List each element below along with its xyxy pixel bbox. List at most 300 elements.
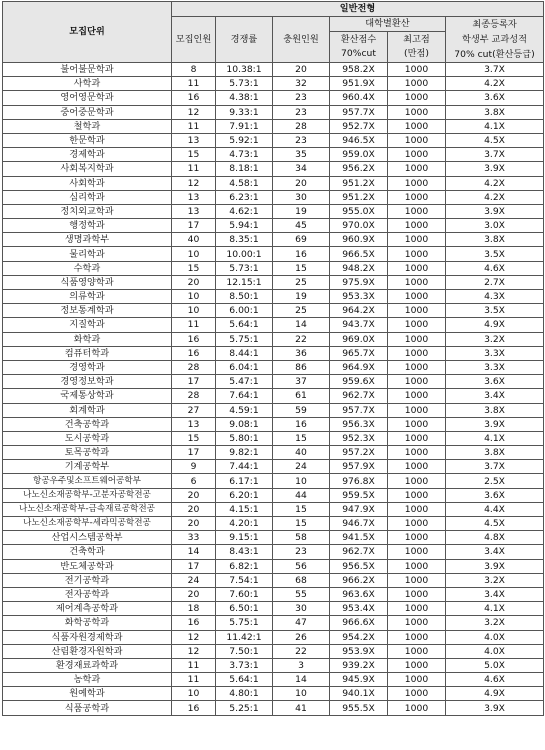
table-row bbox=[3, 204, 544, 218]
cell-quota: 12 bbox=[172, 176, 216, 190]
cell-max-score: 1000 bbox=[388, 531, 446, 545]
cell-converted-score: 960.9X bbox=[330, 233, 388, 247]
cell-unit: 의류학과 bbox=[3, 290, 172, 304]
cell-grade-cut: 3.2X bbox=[446, 332, 544, 346]
cell-unit: 심리학과 bbox=[3, 190, 172, 204]
cell-unit: 식품자원경제학과 bbox=[3, 630, 172, 644]
cell-unit: 원예학과 bbox=[3, 687, 172, 701]
cell-quota: 17 bbox=[172, 219, 216, 233]
cell-additional-admits: 30 bbox=[273, 602, 330, 616]
table-row bbox=[3, 389, 544, 403]
cell-competition-ratio: 8.18:1 bbox=[216, 162, 273, 176]
cell-additional-admits: 37 bbox=[273, 375, 330, 389]
cell-converted-score: 964.9X bbox=[330, 360, 388, 374]
cell-max-score: 1000 bbox=[388, 360, 446, 374]
table-row bbox=[3, 446, 544, 460]
cell-unit: 전기공학과 bbox=[3, 573, 172, 587]
cell-quota: 10 bbox=[172, 304, 216, 318]
cell-max-score: 1000 bbox=[388, 403, 446, 417]
cell-grade-cut: 4.9X bbox=[446, 687, 544, 701]
cell-grade-cut: 3.6X bbox=[446, 488, 544, 502]
table-row bbox=[3, 375, 544, 389]
table-row bbox=[3, 403, 544, 417]
table-row bbox=[3, 162, 544, 176]
cell-max-score: 1000 bbox=[388, 91, 446, 105]
cell-additional-admits: 58 bbox=[273, 531, 330, 545]
cell-quota: 18 bbox=[172, 602, 216, 616]
cell-unit: 나노신소재공학부-세라믹공학전공 bbox=[3, 517, 172, 531]
table-row bbox=[3, 318, 544, 332]
header-unit: 모집단위 bbox=[3, 2, 172, 63]
cell-max-score: 1000 bbox=[388, 446, 446, 460]
cell-unit: 행정학과 bbox=[3, 219, 172, 233]
table-body bbox=[3, 63, 544, 716]
cell-unit: 환경재료과학과 bbox=[3, 658, 172, 672]
cell-additional-admits: 16 bbox=[273, 247, 330, 261]
cell-unit: 한문학과 bbox=[3, 133, 172, 147]
cell-grade-cut: 4.8X bbox=[446, 531, 544, 545]
cell-grade-cut: 3.7X bbox=[446, 63, 544, 77]
cell-quota: 13 bbox=[172, 204, 216, 218]
cell-converted-score: 959.0X bbox=[330, 148, 388, 162]
cell-competition-ratio: 9.08:1 bbox=[216, 417, 273, 431]
table-header bbox=[3, 2, 544, 63]
cell-grade-cut: 3.2X bbox=[446, 616, 544, 630]
cell-max-score: 1000 bbox=[388, 616, 446, 630]
cell-unit: 철학과 bbox=[3, 119, 172, 133]
cell-competition-ratio: 6.82:1 bbox=[216, 559, 273, 573]
cell-max-score: 1000 bbox=[388, 148, 446, 162]
cell-competition-ratio: 6.50:1 bbox=[216, 602, 273, 616]
header-converted-score: 환산점수 70%cut bbox=[330, 32, 388, 63]
cell-unit: 경영학과 bbox=[3, 360, 172, 374]
cell-unit: 항공우주및소프트웨어공학부 bbox=[3, 474, 172, 488]
cell-max-score: 1000 bbox=[388, 517, 446, 531]
cell-max-score: 1000 bbox=[388, 701, 446, 715]
cell-max-score: 1000 bbox=[388, 630, 446, 644]
cell-competition-ratio: 10.00:1 bbox=[216, 247, 273, 261]
cell-unit: 반도체공학과 bbox=[3, 559, 172, 573]
cell-competition-ratio: 4.80:1 bbox=[216, 687, 273, 701]
cell-converted-score: 943.7X bbox=[330, 318, 388, 332]
table-row bbox=[3, 587, 544, 601]
cell-max-score: 1000 bbox=[388, 673, 446, 687]
cell-competition-ratio: 11.42:1 bbox=[216, 630, 273, 644]
table-row bbox=[3, 417, 544, 431]
cell-grade-cut: 3.5X bbox=[446, 247, 544, 261]
table-row bbox=[3, 517, 544, 531]
cell-quota: 13 bbox=[172, 190, 216, 204]
header-university-conversion: 대학별환산 bbox=[330, 17, 446, 32]
cell-max-score: 1000 bbox=[388, 545, 446, 559]
cell-additional-admits: 22 bbox=[273, 332, 330, 346]
cell-max-score: 1000 bbox=[388, 290, 446, 304]
cell-unit: 국제통상학과 bbox=[3, 389, 172, 403]
cell-grade-cut: 4.2X bbox=[446, 190, 544, 204]
table-row bbox=[3, 105, 544, 119]
header-general-admission: 일반전형 bbox=[172, 2, 544, 17]
cell-converted-score: 946.7X bbox=[330, 517, 388, 531]
cell-grade-cut: 3.8X bbox=[446, 105, 544, 119]
cell-converted-score: 955.0X bbox=[330, 204, 388, 218]
cell-max-score: 1000 bbox=[388, 204, 446, 218]
cell-quota: 20 bbox=[172, 275, 216, 289]
cell-quota: 24 bbox=[172, 573, 216, 587]
cell-grade-cut: 4.2X bbox=[446, 77, 544, 91]
cell-unit: 나노신소재공학부-고분자공학전공 bbox=[3, 488, 172, 502]
cell-additional-admits: 35 bbox=[273, 148, 330, 162]
cell-unit: 사학과 bbox=[3, 77, 172, 91]
cell-quota: 11 bbox=[172, 673, 216, 687]
cell-max-score: 1000 bbox=[388, 687, 446, 701]
cell-quota: 13 bbox=[172, 417, 216, 431]
cell-unit: 경영정보학과 bbox=[3, 375, 172, 389]
cell-additional-admits: 30 bbox=[273, 190, 330, 204]
cell-quota: 20 bbox=[172, 488, 216, 502]
cell-max-score: 1000 bbox=[388, 573, 446, 587]
table-row bbox=[3, 261, 544, 275]
cell-max-score: 1000 bbox=[388, 275, 446, 289]
cell-unit: 도시공학과 bbox=[3, 431, 172, 445]
table-row bbox=[3, 176, 544, 190]
table-row bbox=[3, 687, 544, 701]
cell-additional-admits: 55 bbox=[273, 587, 330, 601]
header-max-score: 최고점 (만점) bbox=[388, 32, 446, 63]
cell-additional-admits: 23 bbox=[273, 133, 330, 147]
cell-grade-cut: 5.0X bbox=[446, 658, 544, 672]
cell-competition-ratio: 5.94:1 bbox=[216, 219, 273, 233]
cell-additional-admits: 15 bbox=[273, 431, 330, 445]
table-row bbox=[3, 673, 544, 687]
cell-unit: 제어계측공학과 bbox=[3, 602, 172, 616]
cell-converted-score: 960.4X bbox=[330, 91, 388, 105]
cell-converted-score: 965.7X bbox=[330, 346, 388, 360]
cell-competition-ratio: 5.64:1 bbox=[216, 318, 273, 332]
cell-competition-ratio: 6.04:1 bbox=[216, 360, 273, 374]
cell-additional-admits: 10 bbox=[273, 687, 330, 701]
cell-quota: 16 bbox=[172, 701, 216, 715]
cell-quota: 9 bbox=[172, 460, 216, 474]
table-row bbox=[3, 488, 544, 502]
cell-unit: 불어불문학과 bbox=[3, 63, 172, 77]
cell-converted-score: 956.5X bbox=[330, 559, 388, 573]
cell-unit: 영어영문학과 bbox=[3, 91, 172, 105]
cell-competition-ratio: 4.58:1 bbox=[216, 176, 273, 190]
cell-quota: 33 bbox=[172, 531, 216, 545]
cell-unit: 경제학과 bbox=[3, 148, 172, 162]
cell-competition-ratio: 5.80:1 bbox=[216, 431, 273, 445]
cell-converted-score: 953.9X bbox=[330, 644, 388, 658]
cell-grade-cut: 4.3X bbox=[446, 290, 544, 304]
cell-converted-score: 952.3X bbox=[330, 431, 388, 445]
cell-unit: 산업시스템공학부 bbox=[3, 531, 172, 545]
cell-competition-ratio: 5.73:1 bbox=[216, 261, 273, 275]
cell-max-score: 1000 bbox=[388, 559, 446, 573]
cell-additional-admits: 20 bbox=[273, 176, 330, 190]
table-row bbox=[3, 346, 544, 360]
table-row bbox=[3, 233, 544, 247]
header-final-registrant-grade: 최종등록자 학생부 교과성적 70% cut(환산등급) bbox=[446, 17, 544, 63]
cell-grade-cut: 4.1X bbox=[446, 431, 544, 445]
cell-unit: 식품공학과 bbox=[3, 701, 172, 715]
cell-additional-admits: 19 bbox=[273, 204, 330, 218]
cell-converted-score: 966.2X bbox=[330, 573, 388, 587]
cell-quota: 16 bbox=[172, 91, 216, 105]
cell-grade-cut: 3.3X bbox=[446, 360, 544, 374]
cell-grade-cut: 3.9X bbox=[446, 559, 544, 573]
cell-quota: 11 bbox=[172, 318, 216, 332]
cell-max-score: 1000 bbox=[388, 304, 446, 318]
table-row bbox=[3, 616, 544, 630]
cell-quota: 14 bbox=[172, 545, 216, 559]
table-row bbox=[3, 701, 544, 715]
cell-competition-ratio: 6.00:1 bbox=[216, 304, 273, 318]
cell-max-score: 1000 bbox=[388, 658, 446, 672]
cell-converted-score: 945.9X bbox=[330, 673, 388, 687]
cell-additional-admits: 59 bbox=[273, 403, 330, 417]
cell-additional-admits: 68 bbox=[273, 573, 330, 587]
cell-competition-ratio: 8.43:1 bbox=[216, 545, 273, 559]
cell-max-score: 1000 bbox=[388, 63, 446, 77]
cell-grade-cut: 3.8X bbox=[446, 446, 544, 460]
cell-competition-ratio: 5.75:1 bbox=[216, 332, 273, 346]
cell-quota: 11 bbox=[172, 119, 216, 133]
cell-grade-cut: 3.3X bbox=[446, 346, 544, 360]
cell-grade-cut: 3.9X bbox=[446, 204, 544, 218]
cell-unit: 생명과학부 bbox=[3, 233, 172, 247]
cell-unit: 정보통계학과 bbox=[3, 304, 172, 318]
cell-additional-admits: 15 bbox=[273, 502, 330, 516]
cell-competition-ratio: 9.33:1 bbox=[216, 105, 273, 119]
cell-additional-admits: 61 bbox=[273, 389, 330, 403]
cell-max-score: 1000 bbox=[388, 261, 446, 275]
cell-additional-admits: 45 bbox=[273, 219, 330, 233]
cell-max-score: 1000 bbox=[388, 488, 446, 502]
cell-grade-cut: 3.8X bbox=[446, 233, 544, 247]
cell-converted-score: 951.2X bbox=[330, 190, 388, 204]
cell-grade-cut: 3.5X bbox=[446, 304, 544, 318]
cell-additional-admits: 10 bbox=[273, 474, 330, 488]
header-competition-ratio: 경쟁률 bbox=[216, 17, 273, 63]
cell-additional-admits: 16 bbox=[273, 417, 330, 431]
cell-quota: 13 bbox=[172, 133, 216, 147]
cell-additional-admits: 23 bbox=[273, 91, 330, 105]
cell-grade-cut: 3.4X bbox=[446, 545, 544, 559]
cell-grade-cut: 4.1X bbox=[446, 119, 544, 133]
cell-converted-score: 951.9X bbox=[330, 77, 388, 91]
table-row bbox=[3, 119, 544, 133]
cell-max-score: 1000 bbox=[388, 119, 446, 133]
cell-converted-score: 959.6X bbox=[330, 375, 388, 389]
cell-competition-ratio: 5.92:1 bbox=[216, 133, 273, 147]
cell-competition-ratio: 7.44:1 bbox=[216, 460, 273, 474]
table-row bbox=[3, 559, 544, 573]
cell-competition-ratio: 6.23:1 bbox=[216, 190, 273, 204]
cell-max-score: 1000 bbox=[388, 77, 446, 91]
cell-max-score: 1000 bbox=[388, 318, 446, 332]
cell-converted-score: 956.2X bbox=[330, 162, 388, 176]
cell-converted-score: 975.9X bbox=[330, 275, 388, 289]
table-row bbox=[3, 531, 544, 545]
cell-additional-admits: 25 bbox=[273, 304, 330, 318]
cell-grade-cut: 3.6X bbox=[446, 375, 544, 389]
cell-competition-ratio: 8.50:1 bbox=[216, 290, 273, 304]
table-row bbox=[3, 658, 544, 672]
cell-additional-admits: 20 bbox=[273, 63, 330, 77]
cell-competition-ratio: 5.25:1 bbox=[216, 701, 273, 715]
cell-unit: 산림환경자원학과 bbox=[3, 644, 172, 658]
table-row bbox=[3, 502, 544, 516]
cell-converted-score: 953.3X bbox=[330, 290, 388, 304]
cell-additional-admits: 34 bbox=[273, 162, 330, 176]
table-row bbox=[3, 148, 544, 162]
table-row bbox=[3, 219, 544, 233]
cell-competition-ratio: 7.60:1 bbox=[216, 587, 273, 601]
table-row bbox=[3, 431, 544, 445]
cell-grade-cut: 3.9X bbox=[446, 417, 544, 431]
cell-quota: 6 bbox=[172, 474, 216, 488]
cell-unit: 건축공학과 bbox=[3, 417, 172, 431]
cell-grade-cut: 4.9X bbox=[446, 318, 544, 332]
cell-grade-cut: 3.8X bbox=[446, 403, 544, 417]
cell-competition-ratio: 4.62:1 bbox=[216, 204, 273, 218]
cell-quota: 17 bbox=[172, 375, 216, 389]
cell-converted-score: 957.2X bbox=[330, 446, 388, 460]
cell-additional-admits: 25 bbox=[273, 275, 330, 289]
cell-quota: 8 bbox=[172, 63, 216, 77]
cell-converted-score: 952.7X bbox=[330, 119, 388, 133]
cell-max-score: 1000 bbox=[388, 133, 446, 147]
cell-grade-cut: 3.9X bbox=[446, 162, 544, 176]
cell-max-score: 1000 bbox=[388, 602, 446, 616]
cell-additional-admits: 14 bbox=[273, 318, 330, 332]
cell-quota: 12 bbox=[172, 630, 216, 644]
cell-additional-admits: 47 bbox=[273, 616, 330, 630]
cell-competition-ratio: 7.64:1 bbox=[216, 389, 273, 403]
cell-competition-ratio: 4.15:1 bbox=[216, 502, 273, 516]
cell-additional-admits: 15 bbox=[273, 261, 330, 275]
cell-grade-cut: 4.0X bbox=[446, 630, 544, 644]
cell-competition-ratio: 5.75:1 bbox=[216, 616, 273, 630]
cell-unit: 나노신소재공학부-금속재료공학전공 bbox=[3, 502, 172, 516]
cell-quota: 15 bbox=[172, 261, 216, 275]
cell-converted-score: 962.7X bbox=[330, 389, 388, 403]
cell-additional-admits: 22 bbox=[273, 644, 330, 658]
cell-max-score: 1000 bbox=[388, 233, 446, 247]
cell-competition-ratio: 10.38:1 bbox=[216, 63, 273, 77]
cell-converted-score: 955.5X bbox=[330, 701, 388, 715]
cell-competition-ratio: 9.82:1 bbox=[216, 446, 273, 460]
cell-converted-score: 969.0X bbox=[330, 332, 388, 346]
cell-quota: 15 bbox=[172, 148, 216, 162]
cell-additional-admits: 86 bbox=[273, 360, 330, 374]
cell-quota: 20 bbox=[172, 502, 216, 516]
cell-grade-cut: 2.7X bbox=[446, 275, 544, 289]
cell-quota: 17 bbox=[172, 446, 216, 460]
cell-quota: 16 bbox=[172, 346, 216, 360]
cell-quota: 11 bbox=[172, 77, 216, 91]
cell-competition-ratio: 5.64:1 bbox=[216, 673, 273, 687]
cell-converted-score: 957.7X bbox=[330, 403, 388, 417]
cell-grade-cut: 4.6X bbox=[446, 261, 544, 275]
cell-grade-cut: 3.2X bbox=[446, 573, 544, 587]
table-row bbox=[3, 190, 544, 204]
cell-additional-admits: 69 bbox=[273, 233, 330, 247]
cell-unit: 식품영양학과 bbox=[3, 275, 172, 289]
cell-additional-admits: 36 bbox=[273, 346, 330, 360]
table-row bbox=[3, 460, 544, 474]
cell-competition-ratio: 6.17:1 bbox=[216, 474, 273, 488]
cell-converted-score: 954.2X bbox=[330, 630, 388, 644]
cell-max-score: 1000 bbox=[388, 190, 446, 204]
cell-additional-admits: 41 bbox=[273, 701, 330, 715]
cell-max-score: 1000 bbox=[388, 375, 446, 389]
cell-converted-score: 957.7X bbox=[330, 105, 388, 119]
table-row bbox=[3, 644, 544, 658]
cell-additional-admits: 15 bbox=[273, 517, 330, 531]
cell-converted-score: 963.6X bbox=[330, 587, 388, 601]
cell-unit: 사회학과 bbox=[3, 176, 172, 190]
cell-grade-cut: 2.5X bbox=[446, 474, 544, 488]
cell-additional-admits: 28 bbox=[273, 119, 330, 133]
table-row bbox=[3, 602, 544, 616]
cell-converted-score: 959.5X bbox=[330, 488, 388, 502]
cell-unit: 건축학과 bbox=[3, 545, 172, 559]
table-row bbox=[3, 545, 544, 559]
cell-converted-score: 958.2X bbox=[330, 63, 388, 77]
cell-competition-ratio: 4.38:1 bbox=[216, 91, 273, 105]
cell-max-score: 1000 bbox=[388, 417, 446, 431]
cell-grade-cut: 3.4X bbox=[446, 587, 544, 601]
cell-unit: 회계학과 bbox=[3, 403, 172, 417]
table-row bbox=[3, 275, 544, 289]
cell-converted-score: 956.3X bbox=[330, 417, 388, 431]
cell-converted-score: 957.9X bbox=[330, 460, 388, 474]
cell-competition-ratio: 5.73:1 bbox=[216, 77, 273, 91]
cell-converted-score: 953.4X bbox=[330, 602, 388, 616]
cell-unit: 토목공학과 bbox=[3, 446, 172, 460]
cell-quota: 11 bbox=[172, 658, 216, 672]
cell-competition-ratio: 4.20:1 bbox=[216, 517, 273, 531]
cell-quota: 27 bbox=[172, 403, 216, 417]
cell-grade-cut: 3.0X bbox=[446, 219, 544, 233]
cell-converted-score: 964.2X bbox=[330, 304, 388, 318]
cell-max-score: 1000 bbox=[388, 460, 446, 474]
cell-additional-admits: 26 bbox=[273, 630, 330, 644]
cell-grade-cut: 4.2X bbox=[446, 176, 544, 190]
cell-competition-ratio: 12.15:1 bbox=[216, 275, 273, 289]
cell-max-score: 1000 bbox=[388, 332, 446, 346]
admission-results-document bbox=[2, 1, 543, 716]
cell-quota: 15 bbox=[172, 431, 216, 445]
cell-converted-score: 976.8X bbox=[330, 474, 388, 488]
table-row bbox=[3, 573, 544, 587]
cell-unit: 전자공학과 bbox=[3, 587, 172, 601]
table-row bbox=[3, 332, 544, 346]
cell-unit: 수학과 bbox=[3, 261, 172, 275]
cell-converted-score: 939.2X bbox=[330, 658, 388, 672]
table-row bbox=[3, 304, 544, 318]
cell-max-score: 1000 bbox=[388, 587, 446, 601]
cell-grade-cut: 4.0X bbox=[446, 644, 544, 658]
cell-quota: 28 bbox=[172, 360, 216, 374]
cell-max-score: 1000 bbox=[388, 346, 446, 360]
cell-grade-cut: 3.7X bbox=[446, 460, 544, 474]
table-row bbox=[3, 63, 544, 77]
cell-grade-cut: 4.4X bbox=[446, 502, 544, 516]
cell-quota: 12 bbox=[172, 644, 216, 658]
table-row bbox=[3, 630, 544, 644]
